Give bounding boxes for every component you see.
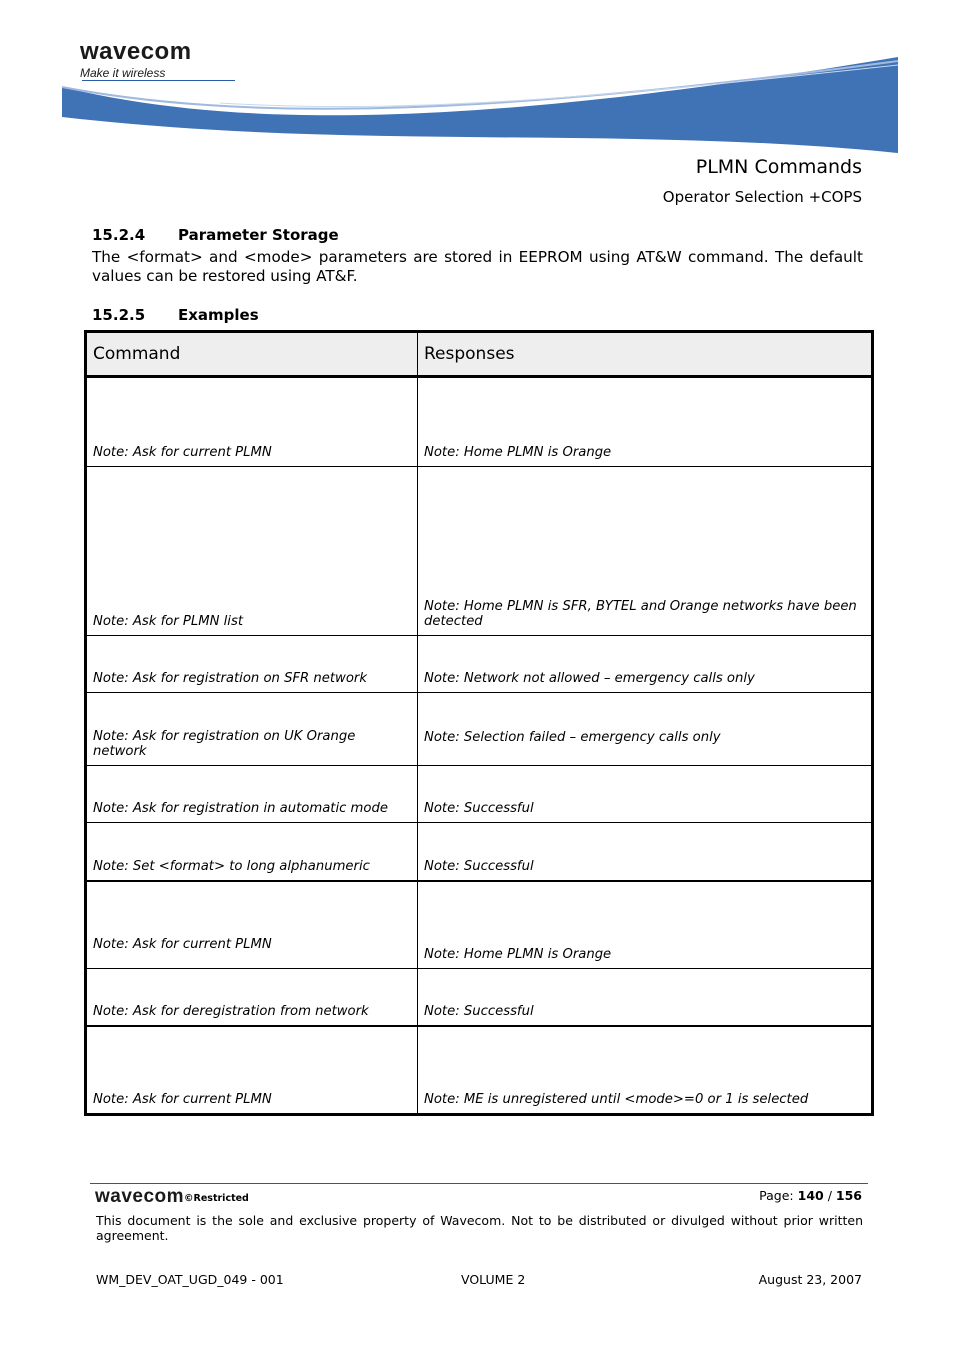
document-reference: WM_DEV_OAT_UGD_049 - 001 <box>96 1272 284 1287</box>
footer-brand-name: wavecom <box>95 1186 185 1207</box>
section-heading-parameter-storage <box>92 226 339 244</box>
page-number <box>759 1188 862 1203</box>
section-title: Examples <box>178 306 259 324</box>
table-row <box>86 881 873 969</box>
column-header-responses: Responses <box>418 332 873 377</box>
command-note: Note: Ask for current PLMN <box>86 377 418 467</box>
table-row <box>86 377 873 467</box>
footer-wavecom-logo <box>95 1186 249 1208</box>
footer-divider <box>90 1183 868 1184</box>
document-date: August 23, 2007 <box>758 1272 862 1287</box>
command-note: Note: Ask for current PLMN <box>86 1026 418 1115</box>
response-note: Note: ME is unregistered until <mode>=0 or 1 is selected <box>418 1026 873 1115</box>
table-row <box>86 823 873 881</box>
section-number: 15.2.5 <box>92 306 146 324</box>
table-header-row <box>86 332 873 377</box>
brand-tagline: Make it wireless <box>80 66 166 80</box>
section-heading-examples <box>92 306 259 324</box>
parameter-storage-paragraph: The <format> and <mode> parameters are stored in EEPROM using AT&W command. The default values can be restored using AT&F. <box>92 248 863 285</box>
response-note: Note: Home PLMN is Orange <box>418 881 873 969</box>
page-separator: / <box>827 1188 832 1203</box>
table-row <box>86 969 873 1026</box>
volume-label: VOLUME 2 <box>461 1272 526 1287</box>
section-number: 15.2.4 <box>92 226 146 244</box>
command-note: Note: Ask for deregistration from network <box>86 969 418 1026</box>
response-note: Note: Home PLMN is Orange <box>418 377 873 467</box>
confidentiality-notice: This document is the sole and exclusive property of Wavecom. Not to be distributed or divulged without prior written agreement. <box>96 1213 863 1243</box>
page-label: Page: <box>759 1188 794 1203</box>
command-note: Note: Ask for registration in automatic mode <box>86 766 418 823</box>
command-note: Note: Ask for registration on SFR network <box>86 636 418 693</box>
response-note: Note: Network not allowed – emergency calls only <box>418 636 873 693</box>
command-note: Note: Set <format> to long alphanumeric <box>86 823 418 881</box>
response-note: Note: Successful <box>418 766 873 823</box>
section-title: Parameter Storage <box>178 226 339 244</box>
chapter-subtitle: Operator Selection +COPS <box>662 188 862 206</box>
chapter-title: PLMN Commands <box>695 156 862 178</box>
command-note: Note: Ask for registration on UK Orange network <box>86 693 418 766</box>
command-note: Note: Ask for PLMN list <box>86 467 418 636</box>
table-row <box>86 1026 873 1115</box>
table-row <box>86 693 873 766</box>
examples-table <box>84 330 874 1116</box>
table-row <box>86 636 873 693</box>
column-header-command: Command <box>86 332 418 377</box>
command-note: Note: Ask for current PLMN <box>86 881 418 969</box>
page-current: 140 <box>797 1188 824 1203</box>
restricted-label: ©Restricted <box>184 1193 249 1204</box>
table-row <box>86 467 873 636</box>
response-note: Note: Successful <box>418 823 873 881</box>
table-row <box>86 766 873 823</box>
page-total: 156 <box>835 1188 862 1203</box>
brand-name: wavecom <box>80 38 192 65</box>
response-note: Note: Selection failed – emergency calls only <box>418 693 873 766</box>
response-note: Note: Home PLMN is SFR, BYTEL and Orange networks have been detected <box>418 467 873 636</box>
response-note: Note: Successful <box>418 969 873 1026</box>
header-swoosh-graphic <box>60 55 900 155</box>
